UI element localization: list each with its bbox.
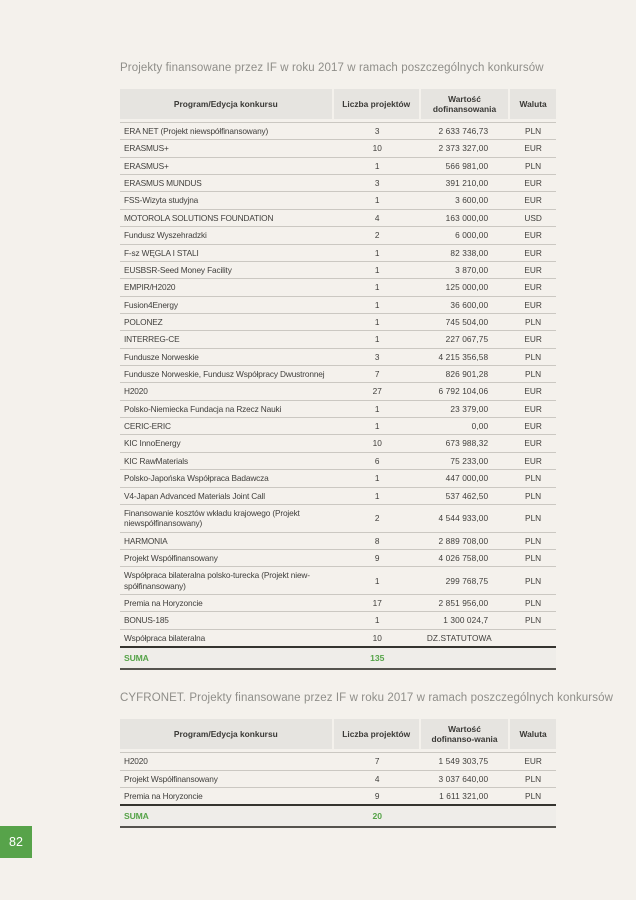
if-projects-table [120, 89, 556, 670]
table-row [120, 192, 556, 209]
funding-value: 6 000,00 [421, 227, 510, 244]
funding-value: 537 462,50 [421, 488, 510, 505]
funding-value: 23 379,00 [421, 401, 510, 418]
funding-value: 0,00 [421, 418, 510, 435]
program-name: INTERREG-CE [120, 331, 334, 348]
funding-value: 3 600,00 [421, 192, 510, 209]
program-name: ERASMUS+ [120, 140, 334, 157]
header-row [120, 89, 556, 122]
table-body [120, 122, 556, 646]
suma-label: SUMA [120, 804, 334, 828]
suma-value: 135 [334, 646, 421, 670]
table-row [120, 314, 556, 331]
project-count: 6 [334, 453, 421, 470]
project-count: 1 [334, 297, 421, 314]
funding-value: 4 544 933,00 [421, 505, 510, 533]
currency: EUR [510, 383, 556, 400]
table-row [120, 383, 556, 400]
table-row [120, 279, 556, 296]
suma-empty-cell [421, 646, 510, 670]
funding-value: 673 988,32 [421, 435, 510, 452]
table-row [120, 297, 556, 314]
currency: PLN [510, 533, 556, 550]
project-count: 27 [334, 383, 421, 400]
project-count: 1 [334, 418, 421, 435]
currency: PLN [510, 488, 556, 505]
project-count: 17 [334, 595, 421, 612]
funding-value: 826 901,28 [421, 366, 510, 383]
funding-value: 2 889 708,00 [421, 533, 510, 550]
currency: EUR [510, 245, 556, 262]
program-name: Fundusz Wyszehradzki [120, 227, 334, 244]
project-count: 2 [334, 227, 421, 244]
currency: PLN [510, 550, 556, 567]
currency: USD [510, 210, 556, 227]
program-name: V4-Japan Advanced Materials Joint Call [120, 488, 334, 505]
currency: PLN [510, 314, 556, 331]
currency: PLN [510, 567, 556, 595]
project-count: 1 [334, 262, 421, 279]
program-name: KIC InnoEnergy [120, 435, 334, 452]
project-count: 7 [334, 752, 421, 770]
table-footer [120, 804, 556, 828]
section-if-projects [120, 62, 556, 670]
project-count: 7 [334, 366, 421, 383]
funding-value: 3 037 640,00 [421, 771, 510, 788]
program-name: Projekt Współfinansowany [120, 550, 334, 567]
currency: EUR [510, 331, 556, 348]
suma-value: 20 [334, 804, 421, 828]
funding-value: 2 633 746,73 [421, 122, 510, 140]
project-count: 1 [334, 331, 421, 348]
column-header: Liczba projektów [334, 89, 421, 122]
column-header: Wartość dofinansowania [421, 89, 510, 122]
funding-value: 4 026 758,00 [421, 550, 510, 567]
currency: EUR [510, 435, 556, 452]
currency: EUR [510, 140, 556, 157]
column-header: Program/Edycja konkursu [120, 719, 334, 752]
project-count: 1 [334, 192, 421, 209]
project-count: 1 [334, 567, 421, 595]
table-row [120, 550, 556, 567]
funding-value: 1 549 303,75 [421, 752, 510, 770]
funding-value: 1 300 024,7 [421, 612, 510, 629]
program-name: H2020 [120, 383, 334, 400]
table-row [120, 435, 556, 452]
project-count: 10 [372, 632, 382, 643]
funding-value: 745 504,00 [421, 314, 510, 331]
header-row [120, 719, 556, 752]
cyfronet-projects-table [120, 719, 556, 828]
project-count: 9 [334, 550, 421, 567]
table-row [120, 533, 556, 550]
program-name: Premia na Horyzoncie [120, 595, 334, 612]
suma-label: SUMA [120, 646, 334, 670]
table-row [120, 630, 556, 646]
funding-value: DZ.STATUTOWA [426, 632, 492, 643]
funding-value: 6 792 104,06 [421, 383, 510, 400]
project-count: 3 [334, 175, 421, 192]
funding-value: 3 870,00 [421, 262, 510, 279]
table2-title: CYFRONET. Projekty finansowane przez IF w roku 2017 w ramach poszczególnych konkursów [120, 692, 613, 705]
funding-value: 1 611 321,00 [439, 790, 489, 801]
suma-empty-cell [421, 804, 510, 828]
currency: EUR [510, 453, 556, 470]
project-count: 8 [334, 533, 421, 550]
currency: EUR [510, 175, 556, 192]
funding-value: 2 851 956,00 [421, 595, 510, 612]
currency [510, 630, 556, 646]
program-name: CERIC-ERIC [120, 418, 334, 435]
program-name: Finansowanie kosztów wkładu krajowego (Projekt niewspółfinansowany) [120, 505, 334, 533]
currency: PLN [510, 470, 556, 487]
column-header: Wartość dofinanso-wania [421, 719, 510, 752]
funding-value: 299 768,75 [421, 567, 510, 595]
currency: PLN [510, 366, 556, 383]
table-body [120, 752, 556, 804]
funding-value: 75 233,00 [421, 453, 510, 470]
program-name: Premia na Horyzoncie [124, 790, 203, 801]
program-name: ERA NET (Projekt niewspółfinansowany) [120, 122, 334, 140]
funding-value: 227 067,75 [421, 331, 510, 348]
currency: EUR [510, 227, 556, 244]
project-count: 4 [334, 771, 421, 788]
suma-row [120, 646, 556, 670]
currency: PLN [510, 505, 556, 533]
currency: PLN [510, 595, 556, 612]
table-row [120, 505, 556, 533]
table-row [120, 331, 556, 348]
table-row [120, 470, 556, 487]
currency: EUR [510, 279, 556, 296]
funding-value: 36 600,00 [421, 297, 510, 314]
column-header: Waluta [510, 89, 556, 122]
project-count: 3 [334, 122, 421, 140]
funding-value: 82 338,00 [421, 245, 510, 262]
table-row [120, 488, 556, 505]
program-name: HARMONIA [120, 533, 334, 550]
program-name: POLONEZ [120, 314, 334, 331]
project-count: 10 [334, 435, 421, 452]
table-row [120, 122, 556, 140]
currency: EUR [510, 297, 556, 314]
project-count: 2 [334, 505, 421, 533]
currency: PLN [510, 122, 556, 140]
table-row [120, 262, 556, 279]
currency: EUR [510, 192, 556, 209]
column-header: Liczba projektów [334, 719, 421, 752]
currency: EUR [510, 401, 556, 418]
currency: PLN [510, 349, 556, 366]
page-content [120, 62, 613, 828]
project-count: 1 [334, 279, 421, 296]
program-name: F-sz WĘGLA I STALI [120, 245, 334, 262]
page-number-badge: 82 [0, 826, 32, 858]
funding-value: 391 210,00 [421, 175, 510, 192]
suma-empty-cell [510, 646, 556, 670]
program-name: Polsko-Japońska Współpraca Badawcza [120, 470, 334, 487]
table-row [120, 453, 556, 470]
suma-empty-cell [510, 804, 556, 828]
table1-title: Projekty finansowane przez IF w roku 2017 w ramach poszczególnych konkursów [120, 62, 544, 74]
table-row [120, 227, 556, 244]
currency: PLN [525, 790, 542, 801]
project-count: 3 [334, 349, 421, 366]
table-row [120, 771, 556, 788]
project-count: 9 [374, 790, 380, 801]
project-count: 1 [334, 401, 421, 418]
program-name: Fundusze Norweskie [120, 349, 334, 366]
table-row [120, 595, 556, 612]
funding-value: 125 000,00 [421, 279, 510, 296]
program-name: ERASMUS MUNDUS [120, 175, 334, 192]
table-row [120, 418, 556, 435]
program-name: EUSBSR-Seed Money Facility [120, 262, 334, 279]
program-name: FSS-Wizyta studyjna [120, 192, 334, 209]
funding-value: 447 000,00 [421, 470, 510, 487]
project-count: 1 [334, 488, 421, 505]
project-count: 1 [334, 314, 421, 331]
program-name: Współpraca bilateralna polsko-turecka (Projekt niew-spółfinansowany) [120, 567, 334, 595]
project-count: 1 [334, 470, 421, 487]
program-name: Polsko-Niemiecka Fundacja na Rzecz Nauki [120, 401, 334, 418]
funding-value: 163 000,00 [421, 210, 510, 227]
table-row [120, 175, 556, 192]
funding-value: 566 981,00 [421, 158, 510, 175]
program-name: Fusion4Energy [120, 297, 334, 314]
program-name: Współpraca bilateralna [124, 632, 206, 643]
program-name: KIC RawMaterials [120, 453, 334, 470]
project-count: 1 [334, 612, 421, 629]
table-row [120, 567, 556, 595]
project-count: 10 [334, 140, 421, 157]
program-name: Projekt Współfinansowany [120, 771, 334, 788]
table-header [120, 89, 556, 122]
table-row [120, 158, 556, 175]
program-name: MOTOROLA SOLUTIONS FOUNDATION [120, 210, 334, 227]
table-row [120, 788, 556, 804]
project-count: 1 [334, 245, 421, 262]
program-name: H2020 [120, 752, 334, 770]
program-name: ERASMUS+ [120, 158, 334, 175]
table-row [120, 349, 556, 366]
column-header: Waluta [510, 719, 556, 752]
program-name: Fundusze Norweskie, Fundusz Współpracy Dwustronnej [120, 366, 334, 383]
funding-value: 4 215 356,58 [421, 349, 510, 366]
table-row [120, 210, 556, 227]
suma-row [120, 804, 556, 828]
program-name: EMPIR/H2020 [120, 279, 334, 296]
currency: PLN [510, 158, 556, 175]
currency: PLN [510, 612, 556, 629]
table-row [120, 401, 556, 418]
table-footer [120, 646, 556, 670]
column-header: Program/Edycja konkursu [120, 89, 334, 122]
funding-value: 2 373 327,00 [421, 140, 510, 157]
project-count: 4 [334, 210, 421, 227]
currency: EUR [510, 752, 556, 770]
project-count: 1 [334, 158, 421, 175]
currency: PLN [510, 771, 556, 788]
currency: EUR [510, 262, 556, 279]
currency: EUR [510, 418, 556, 435]
table-row [120, 752, 556, 770]
table-row [120, 366, 556, 383]
table-row [120, 612, 556, 629]
section-cyfronet-projects [120, 692, 613, 828]
table-row [120, 140, 556, 157]
table-header [120, 719, 556, 752]
program-name: BONUS-185 [120, 612, 334, 629]
table-row [120, 245, 556, 262]
